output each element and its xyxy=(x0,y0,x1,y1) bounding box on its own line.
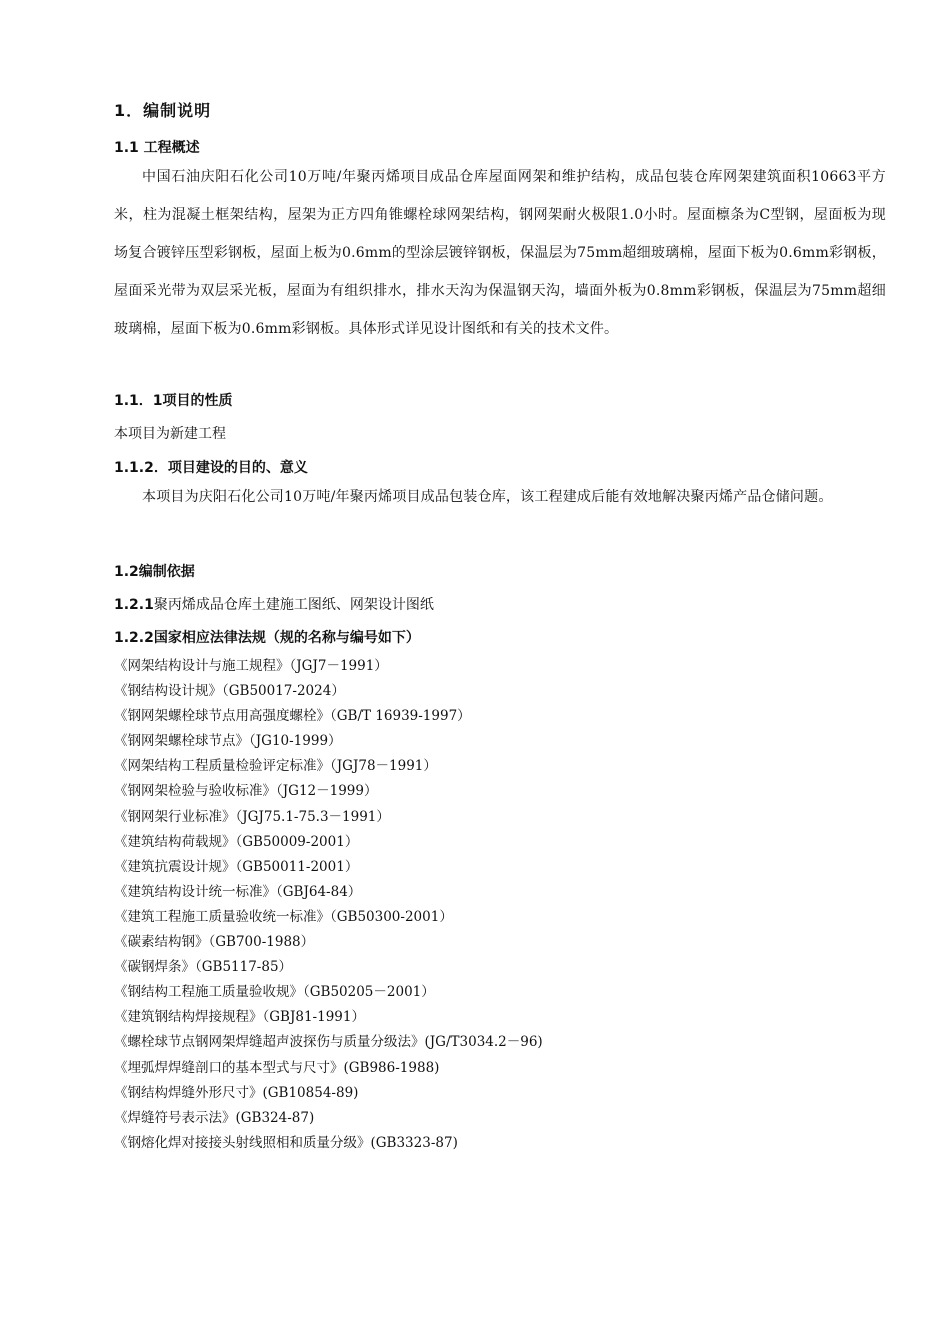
reference-item: 《钢网架螺栓球节点》（JG10-1999） xyxy=(114,733,342,750)
section-number-1-2-1: 1.2.1 xyxy=(114,597,154,613)
reference-list xyxy=(114,654,543,1156)
section-heading-1: 1．编制说明 xyxy=(114,101,212,120)
reference-item: 《建筑抗震设计规》（GB50011-2001） xyxy=(114,858,359,875)
section-heading-1-1-2: 1.1.2．项目建设的目的、意义 xyxy=(114,460,308,476)
reference-item: 《螺栓球节点钢网架焊缝超声波探伤与质量分级法》(JG/T3034.2－96) xyxy=(114,1034,543,1051)
reference-item: 《焊缝符号表示法》(GB324-87) xyxy=(114,1109,315,1126)
reference-item: 《碳素结构钢》（GB700-1988） xyxy=(114,934,315,951)
section-heading-1-2-2: 1.2.2国家相应法律法规（规的名称与编号如下） xyxy=(114,630,420,646)
nature-paragraph: 本项目为新建工程 xyxy=(114,426,226,442)
reference-item: 《钢网架螺栓球节点用高强度螺栓》（GB/T 16939-1997） xyxy=(114,708,471,725)
section-heading-1-1: 1.1 工程概述 xyxy=(114,140,200,156)
reference-item: 《网架结构工程质量检验评定标准》（JGJ78－1991） xyxy=(114,758,437,775)
reference-item: 《建筑钢结构焊接规程》（GBJ81-1991） xyxy=(114,1009,365,1026)
purpose-paragraph: 本项目为庆阳石化公司10万吨/年聚丙烯项目成品包装仓库，该工程建成后能有效地解决聚丙烯产品仓储问题。 xyxy=(142,489,833,505)
reference-item: 《埋弧焊焊缝剖口的基本型式与尺寸》(GB986-1988) xyxy=(114,1059,440,1076)
reference-item: 《建筑结构荷载规》（GB50009-2001） xyxy=(114,833,359,850)
reference-item: 《钢网架行业标准》（JGJ75.1-75.3－1991） xyxy=(114,808,390,825)
reference-item: 《钢熔化焊对接接头射线照相和质量分级》(GB3323-87) xyxy=(114,1134,458,1151)
section-heading-1-2-1 xyxy=(114,594,434,614)
reference-item: 《钢结构工程施工质量验收规》（GB50205－2001） xyxy=(114,984,435,1001)
section-heading-1-2: 1.2编制依据 xyxy=(114,564,195,580)
reference-item: 《钢结构焊缝外形尺寸》(GB10854-89) xyxy=(114,1084,359,1101)
reference-item: 《钢网架检验与验收标准》（JG12－1999） xyxy=(114,783,378,800)
section-text-1-2-1: 聚丙烯成品仓库土建施工图纸、网架设计图纸 xyxy=(153,597,434,613)
reference-item: 《钢结构设计规》（GB50017-2024） xyxy=(114,683,345,700)
overview-paragraph: 中国石油庆阳石化公司10万吨/年聚丙烯项目成品仓库屋面网架和维护结构，成品包装仓库网架建筑面积10663平方米，柱为混凝土框架结构，屋架为正方四角锥螺栓球网架结构，钢网架耐火极限1.0小时。屋面檩条为C型钢，屋面板为现场复合镀锌压型彩钢板，屋面上板为0.6mm的型涂层镀锌钢板，保温层为75mm超细玻璃棉，屋面下板为0.6mm彩钢板，屋面采光带为双层采光板，屋面为有组织排水，排水天沟为保温钢天沟，墙面外板为0.8mm彩钢板，保温层为75mm超细玻璃棉，屋面下板为0.6mm彩钢板。具体形式详见设计图纸和有关的技术文件。 xyxy=(114,169,886,337)
reference-item: 《建筑结构设计统一标准》（GBJ64-84） xyxy=(114,883,362,900)
section-heading-1-1-1: 1.1．1项目的性质 xyxy=(114,393,233,409)
reference-item: 《碳钢焊条》（GB5117-85） xyxy=(114,959,293,976)
reference-item: 《网架结构设计与施工规程》（JGJ7－1991） xyxy=(114,658,388,674)
reference-item: 《建筑工程施工质量验收统一标准》（GB50300-2001） xyxy=(114,908,453,925)
